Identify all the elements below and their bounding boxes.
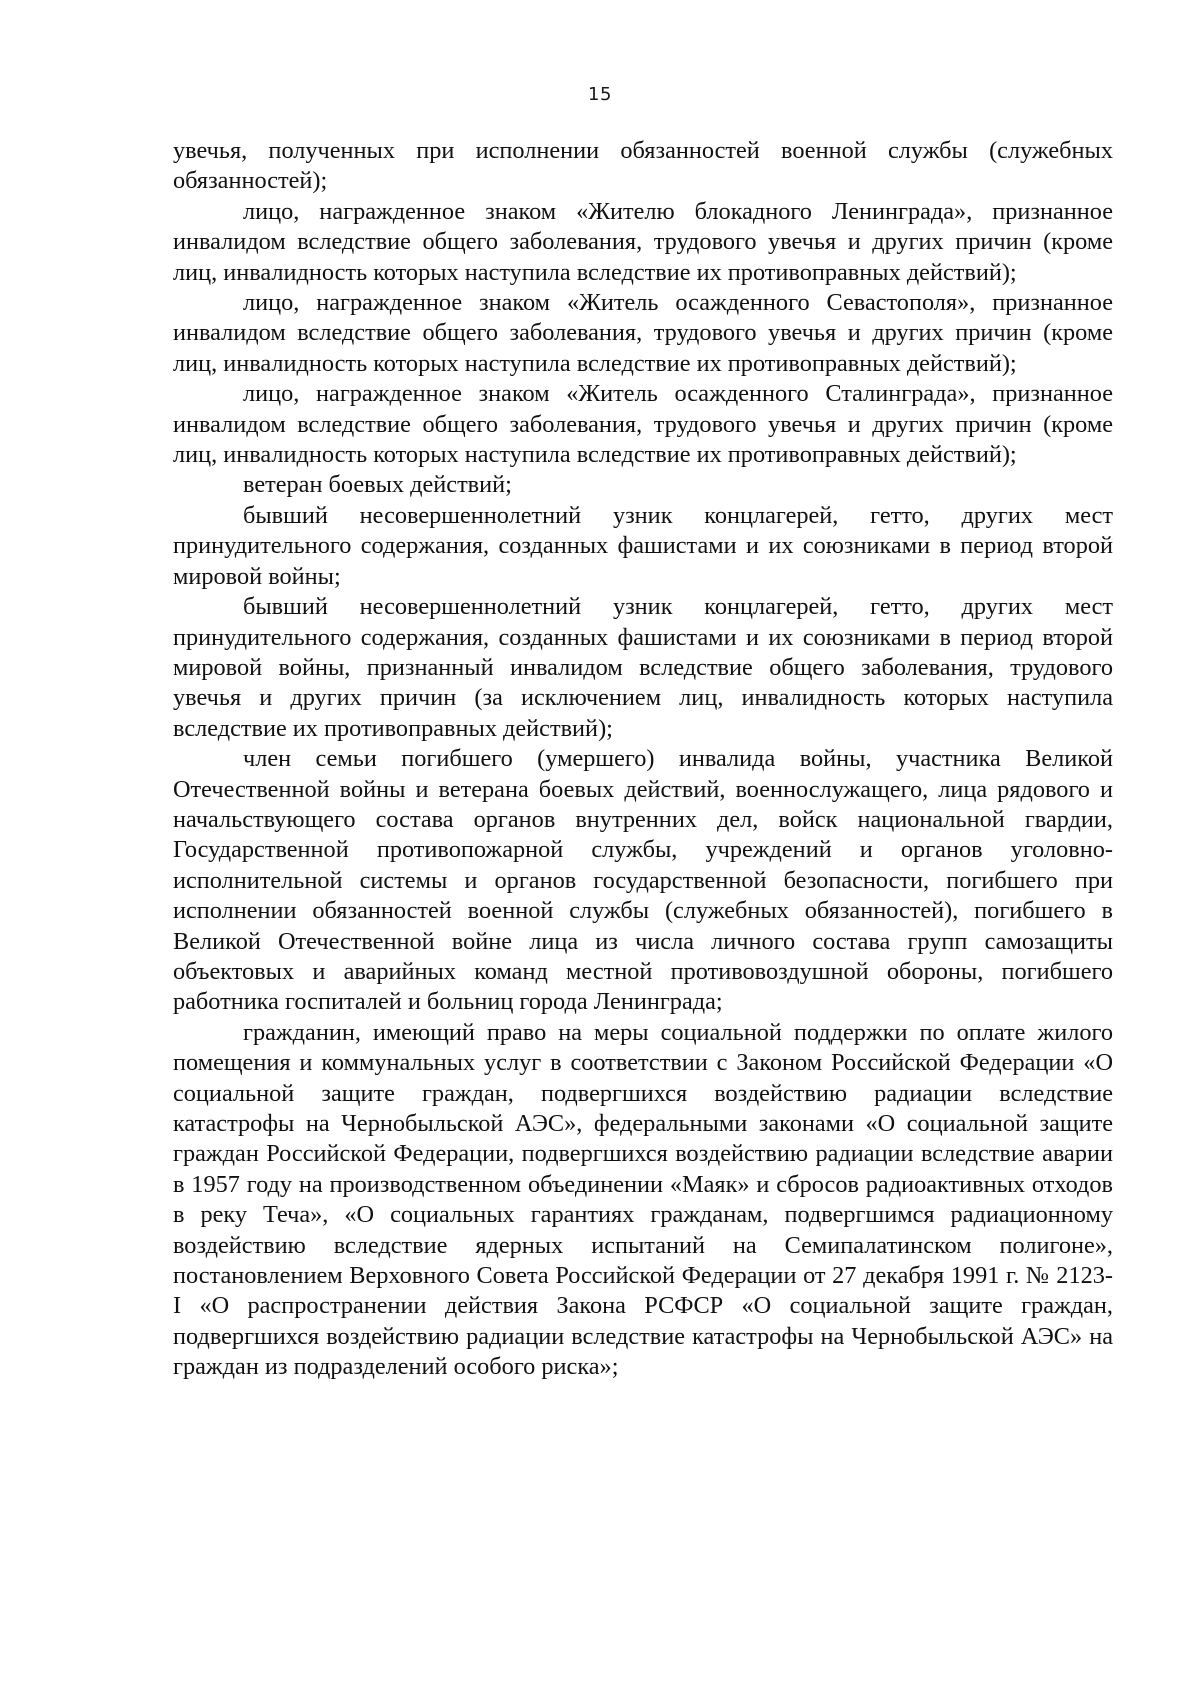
- paragraph-family-member: член семьи погибшего (умершего) инвалида войны, участника Великой Отечественной войны и ветерана боевых действий, военнослужащего, лица рядового и начальствующего состава органов внутренних дел, войск национальной гвардии, Государственной противопожарной службы, учреждений и органов уголовно-исполнительной системы и органов государственной безопасности, погибшего при исполнении обязанностей военной службы (служебных обязанностей), погибшего в Великой Отечественной войне лица из числа личного состава групп самозащиты объектовых и аварийных команд местной противовоздушной обороны, погибшего работника госпиталей и больниц города Ленинграда;: [173, 745, 1113, 1016]
- paragraph-radiation-citizen: гражданин, имеющий право на меры социальной поддержки по оплате жилого помещения и коммунальных услуг в соответствии с Законом Российской Федерации «О социальной защите граждан, подвергшихся воздействию радиации вследствие катастрофы на Чернобыльской АЭС», федеральными законами «О социальной защите граждан Российской Федерации, подвергшихся воздействию радиации вследствие аварии в 1957 году на производственном объединении «Маяк» и сбросов радиоактивных отходов в реку Теча», «О социальных гарантиях гражданам, подвергшимся радиационному воздействию вследствие ядерных испытаний на Семипалатинском полигоне», постановлением Верховного Совета Российской Федерации от 27 декабря 1991 г. № 2123-I «О распространении действия Закона РСФСР «О социальной защите граждан, подвергшихся воздействию радиации вследствие катастрофы на Чернобыльской АЭС» на граждан из подразделений особого риска»;: [173, 1018, 1113, 1381]
- paragraph-leningrad-blockade: лицо, награжденное знаком «Жителю блокадного Ленинграда», признанное инвалидом вследствие общего заболевания, трудового увечья и других причин (кроме лиц, инвалидность которых наступила вследствие их противоправных действий);: [173, 197, 1113, 286]
- paragraph-sevastopol: лицо, награжденное знаком «Житель осажденного Севастополя», признанное инвалидом вследствие общего заболевания, трудового увечья и других причин (кроме лиц, инвалидность которых наступила вследствие их противоправных действий);: [173, 289, 1113, 377]
- paragraph-combat-veteran: ветеран боевых действий;: [243, 471, 512, 499]
- paragraph-stalingrad: лицо, награжденное знаком «Житель осажденного Сталинграда», признанное инвалидом вследствие общего заболевания, трудового увечья и других причин (кроме лиц, инвалидность которых наступила вследствие их противоправных действий);: [173, 380, 1113, 469]
- paragraph-continuation: увечья, полученных при исполнении обязанностей военной службы (служебных обязанностей);: [173, 137, 1113, 195]
- page-number: 15: [588, 84, 612, 105]
- paragraph-former-prisoner: бывший несовершеннолетний узник концлагерей, гетто, других мест принудительного содержания, созданных фашистами и их союзниками в период второй мировой войны;: [173, 501, 1113, 590]
- document-body: [173, 136, 1113, 1383]
- paragraph-former-prisoner-disabled: бывший несовершеннолетний узник концлагерей, гетто, других мест принудительного содержания, созданных фашистами и их союзниками в период второй мировой войны, признанный инвалидом вследствие общего заболевания, трудового увечья и других причин (за исключением лиц, инвалидность которых наступила вследствие их противоправных действий);: [173, 593, 1113, 742]
